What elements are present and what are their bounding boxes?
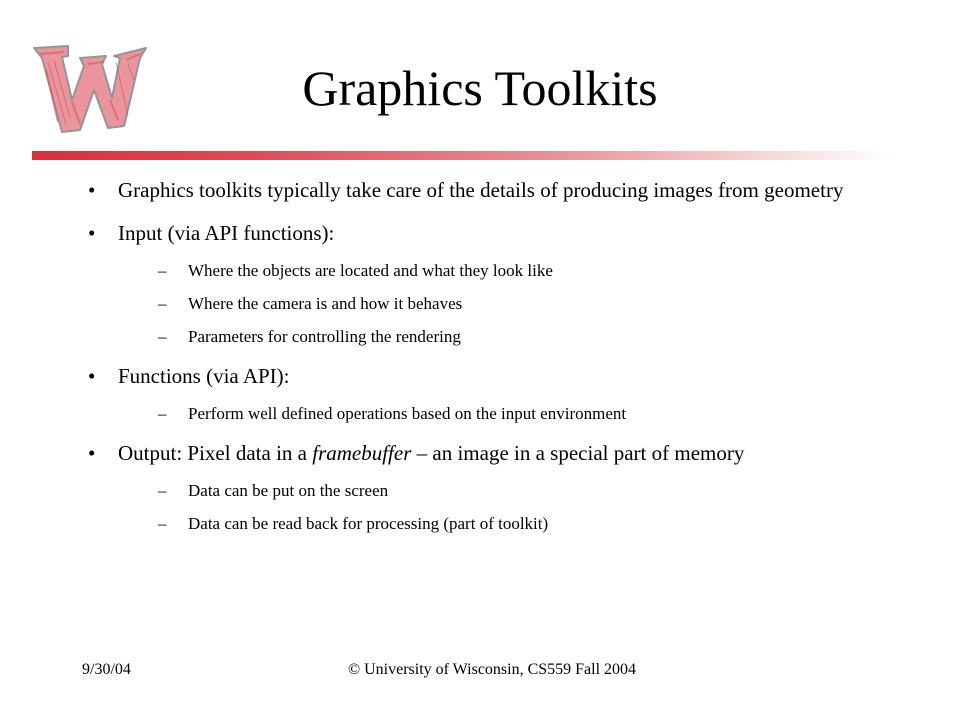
bullet-text-after: – an image in a special part of memory xyxy=(411,441,745,465)
sub-item xyxy=(88,480,888,502)
wisconsin-w-logo-icon xyxy=(28,40,152,136)
bullet-text xyxy=(118,441,744,465)
sub-text: Parameters for controlling the rendering xyxy=(188,327,461,346)
sub-text: Where the objects are located and what they look like xyxy=(188,261,553,280)
bullet-text: Graphics toolkits typically take care of the details of producing images from geometry xyxy=(118,178,844,202)
bullet-dot: • xyxy=(88,364,96,388)
title-divider xyxy=(32,151,892,160)
sub-dash: – xyxy=(158,481,167,500)
sub-text: Data can be put on the screen xyxy=(188,481,389,500)
bullet-dot: • xyxy=(88,221,96,245)
bullet-item xyxy=(88,439,888,468)
bullet-item xyxy=(88,219,888,248)
sub-text: Data can be read back for processing (part of toolkit) xyxy=(188,514,549,533)
bullet-group-3 xyxy=(88,362,888,425)
sub-text: Where the camera is and how it behaves xyxy=(188,294,463,313)
bullet-text-italic: framebuffer xyxy=(312,441,412,465)
sub-item xyxy=(88,293,888,315)
slide-content xyxy=(88,176,888,549)
sub-dash: – xyxy=(158,404,167,423)
bullet-item xyxy=(88,362,888,391)
sub-text: Perform well defined operations based on the input environment xyxy=(188,404,627,423)
bullet-group-4 xyxy=(88,439,888,535)
bullet-dot: • xyxy=(88,178,96,202)
sub-dash: – xyxy=(158,294,167,313)
sub-dash: – xyxy=(158,261,167,280)
bullet-text: Functions (via API): xyxy=(118,364,290,388)
sub-item xyxy=(88,326,888,348)
bullet-group-2 xyxy=(88,219,888,348)
sub-item xyxy=(88,403,888,425)
bullet-text-before: Output: Pixel data in a xyxy=(118,441,313,465)
sub-item xyxy=(88,513,888,535)
sub-item xyxy=(88,260,888,282)
footer-copyright: © University of Wisconsin, CS559 Fall 2004 xyxy=(347,661,637,678)
sub-dash: – xyxy=(158,327,167,346)
bullet-group-1 xyxy=(88,176,888,205)
bullet-item xyxy=(88,176,888,205)
sub-dash: – xyxy=(158,514,167,533)
bullet-dot: • xyxy=(88,441,96,465)
slide-title: Graphics Toolkits xyxy=(302,60,658,116)
bullet-text: Input (via API functions): xyxy=(118,221,335,245)
footer-date: 9/30/04 xyxy=(82,661,131,678)
